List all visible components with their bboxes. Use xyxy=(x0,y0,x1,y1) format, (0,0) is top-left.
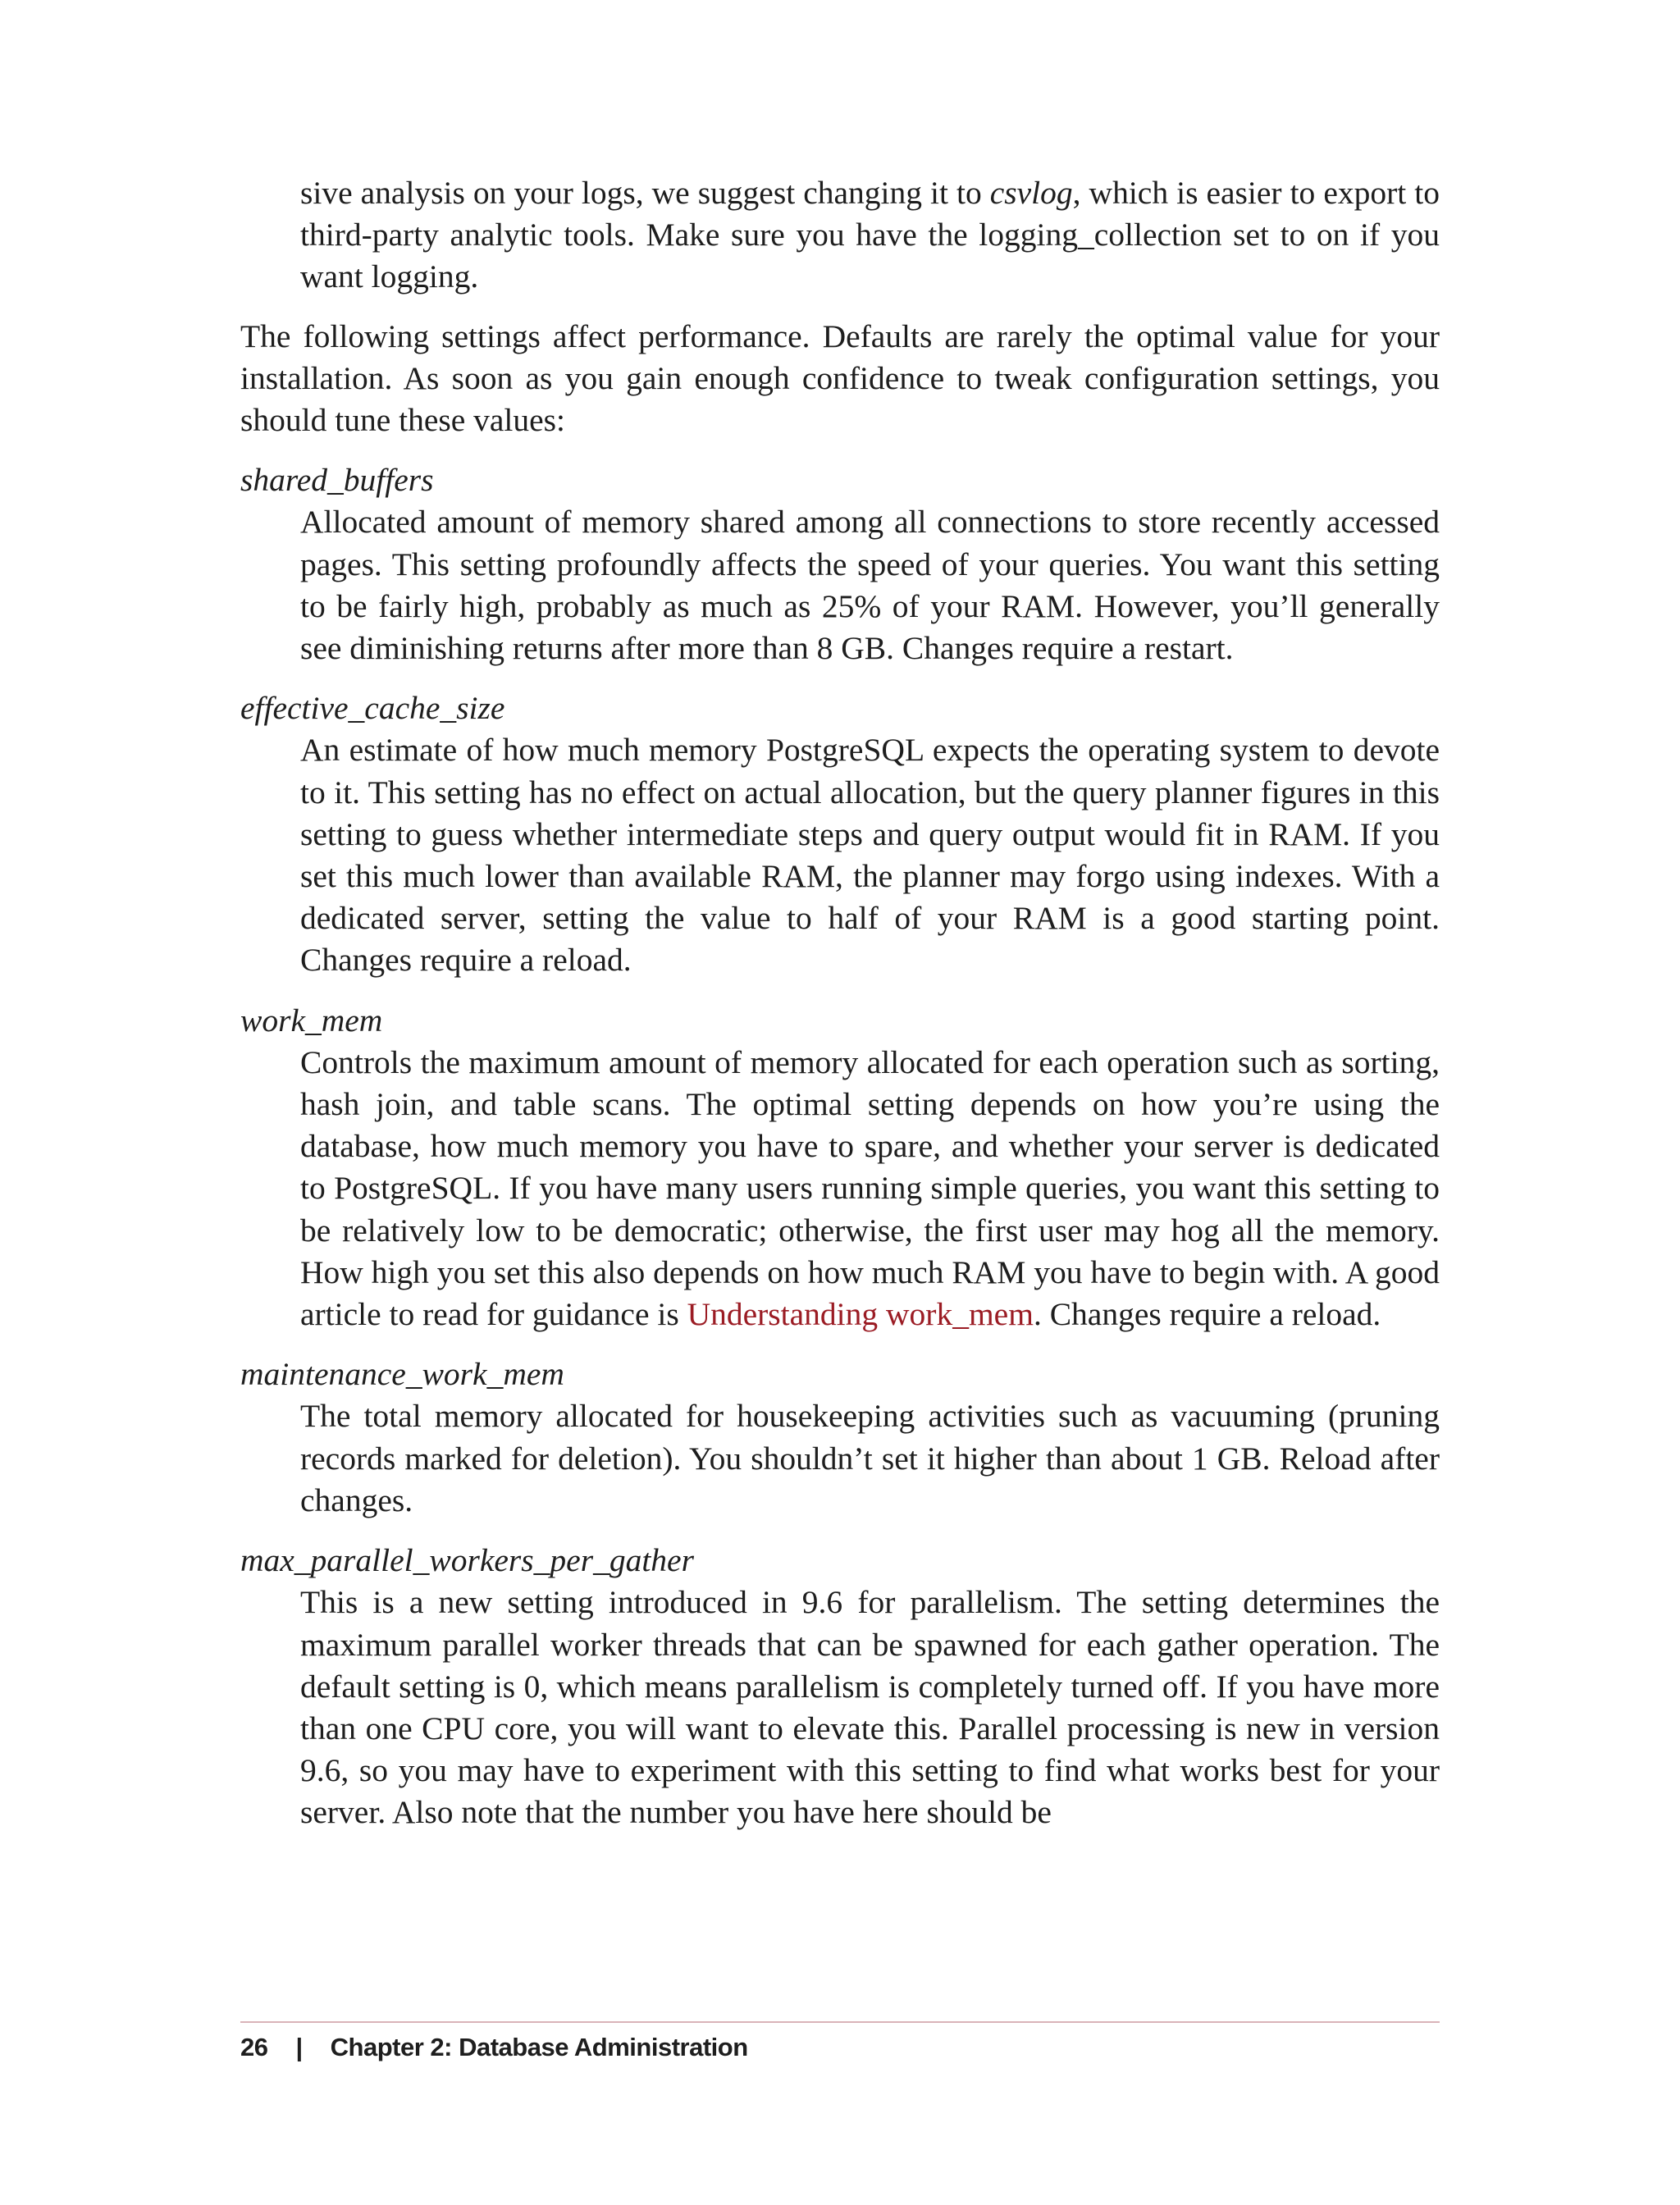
desc-work-mem-tail: . Changes require a reload. xyxy=(1033,1296,1381,1333)
desc-effective-cache-size: An estimate of how much memory PostgreSQL expects the operating system to devote to it. This setting has no effect on actual allocation, but the query planner figures in this setting to guess whether intermediate steps and query output would fit in RAM. If you set this much lower than available RAM, the planner may forgo using indexes. With a dedicated server, setting the value to half of your RAM is a good starting point. Changes require a reload. xyxy=(300,732,1440,979)
intro-paragraph xyxy=(300,172,1440,299)
csvlog-emphasis: csvlog xyxy=(989,175,1073,211)
desc-work-mem xyxy=(300,1042,1440,1335)
term-maintenance-work-mem: maintenance_work_mem xyxy=(240,1356,564,1393)
desc-work-mem-text: Controls the maximum amount of memory allocated for each operation such as sorting, hash join, and table scans. The optimal setting depends on how you’re using the database, how much memory you have to spare, and whether your server is dedicated to PostgreSQL. If you have many users running simple queries, you want this setting to be relatively low to be democratic; otherwise, the first user may hog all the memory. How high you set this also depends on how much RAM you have to begin with. A good article to read for guidance is xyxy=(300,1043,1440,1333)
term-max-parallel-workers-per-gather: max_parallel_workers_per_gather xyxy=(240,1542,694,1579)
page-footer xyxy=(240,2033,748,2062)
intro-text-start: sive analysis on your logs, we suggest changing it to xyxy=(300,175,990,211)
desc-shared-buffers: Allocated amount of memory shared among all connections to store recently accessed pages. This setting profoundly affects the speed of your queries. You want this setting to be fairly high, probably as much as 25% of your RAM. However, you’ll generally see diminishing returns after more than 8 GB. Changes require a restart. xyxy=(300,504,1440,667)
page-number: 26 xyxy=(240,2033,268,2061)
intro-text-end: , which is easier to export to third-party analytic tools. Make sure you have the logging_collection set to on if you want logging. xyxy=(300,175,1440,295)
performance-intro-paragraph: The following settings affect performance. Defaults are rarely the optimal value for your installation. As soon as you gain enough confidence to tweak configuration settings, you should tune these values: xyxy=(240,317,1440,439)
term-work-mem: work_mem xyxy=(240,1002,383,1039)
page-body xyxy=(240,172,1440,1834)
term-shared-buffers: shared_buffers xyxy=(240,462,434,499)
footer-divider xyxy=(240,2021,1440,2023)
footer-separator: | xyxy=(295,2033,303,2061)
desc-max-parallel-workers-per-gather: This is a new setting introduced in 9.6 for parallelism. The setting determines the maximum parallel worker threads that can be spawned for each gather operation. The default setting is 0, which means parallelism is completely turned off. If you have more than one CPU core, you will want to elevate this. Parallel processing is new in version 9.6, so you may have to experiment with this setting to find what works best for your server. Also note that the number you have here should be xyxy=(300,1584,1440,1831)
term-effective-cache-size: effective_cache_size xyxy=(240,690,505,727)
chapter-title: Chapter 2: Database Administration xyxy=(330,2033,748,2061)
desc-maintenance-work-mem: The total memory allocated for housekeeping activities such as vacuuming (pruning records marked for deletion). You shouldn’t set it higher than about 1 GB. Reload after changes. xyxy=(300,1398,1440,1518)
understanding-work-mem-link[interactable]: Understanding work_mem xyxy=(687,1296,1034,1333)
